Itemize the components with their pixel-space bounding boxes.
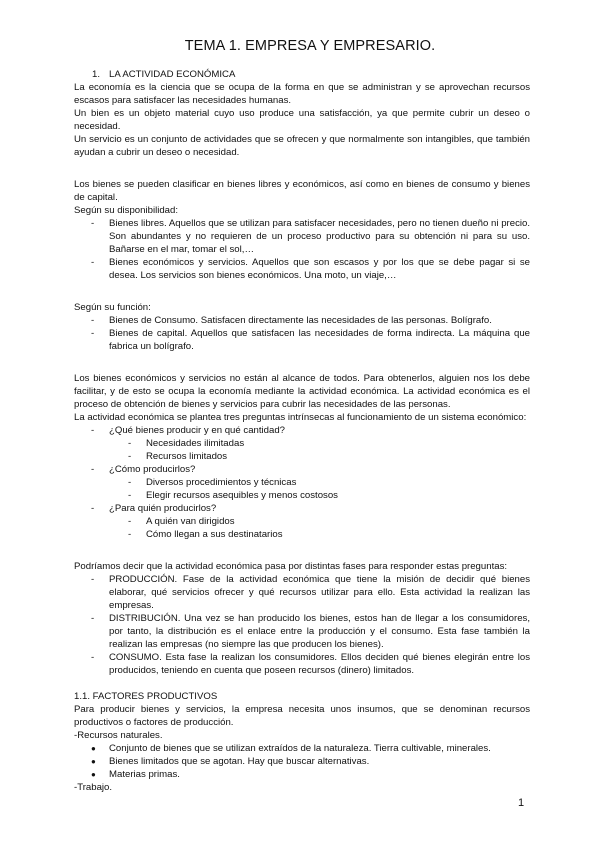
list-item — [74, 217, 530, 256]
dash-marker: - — [128, 477, 132, 488]
question-text: ¿Qué bienes producir y en qué cantidad? — [109, 425, 285, 436]
dash-marker: - — [128, 451, 132, 462]
sub-item-text: Elegir recursos asequibles y menos costosos — [146, 490, 338, 501]
sub-item-text: Cómo llegan a sus destinatarios — [146, 529, 283, 540]
list-item-text: Bienes de capital. Aquellos que satisfacen las necesidades de forma indirecta. La máquina que fabrica un bolígrafo. — [109, 328, 530, 352]
paragraph-actividad: Los bienes económicos y servicios no están al alcance de todos. Para obtenerlos, alguien nos los debe facilitar, y de esto se ocupa la economía mediante la actividad económica. La actividad económica es el proceso de obtención de bienes y servicios para cubrir las necesidades de las personas. — [74, 373, 530, 410]
list-item — [74, 327, 530, 353]
dash-marker: - — [91, 315, 95, 326]
question-item — [74, 463, 530, 476]
sub-item-text: A quién van dirigidos — [146, 516, 235, 527]
question-item — [74, 424, 530, 437]
question-text: ¿Para quién producirlos? — [109, 503, 217, 514]
section-heading-text: LA ACTIVIDAD ECONÓMICA — [109, 69, 236, 80]
dash-marker: - — [91, 503, 95, 514]
dash-marker: - — [128, 516, 132, 527]
phase-text: DISTRIBUCIÓN. Una vez se han producido los bienes, estos han de llegar a los consumidores, por tanto, la distribución es el enlace entre la producción y el consumo. Esta fase también la realizan las empresas (no siempre las que producen los bienes). — [109, 613, 530, 650]
dash-marker: - — [91, 464, 95, 475]
dash-marker: - — [91, 257, 95, 268]
trabajo-label: -Trabajo. — [74, 782, 113, 793]
phase-item — [74, 651, 530, 677]
question-item — [74, 502, 530, 515]
document-title: TEMA 1. EMPRESA Y EMPRESARIO. — [184, 38, 436, 54]
bullet-marker: ● — [91, 757, 96, 766]
dash-marker: - — [91, 218, 95, 229]
sub-item — [74, 489, 530, 502]
bullet-item-text: Materias primas. — [109, 769, 180, 780]
dash-marker: - — [128, 490, 132, 501]
dash-marker: - — [91, 425, 95, 436]
list-item-text: Bienes económicos y servicios. Aquellos que son escasos y por los que se debe pagar si se desea. Los servicios son bienes económicos. Una moto, un viaje,… — [109, 257, 530, 281]
paragraph-servicio: Un servicio es un conjunto de actividades que se ofrecen y que normalmente son intangibles, que también ayudan a cubrir un deseo o necesidad. — [74, 134, 530, 158]
bullet-item — [74, 768, 530, 781]
phase-item — [74, 612, 530, 651]
sub-item-text: Recursos limitados — [146, 451, 228, 462]
sub-item — [74, 515, 530, 528]
sub-item — [74, 437, 530, 450]
list-item — [74, 314, 530, 327]
section-heading — [74, 68, 530, 81]
sub-item — [74, 528, 530, 541]
subsection-heading: 1.1. FACTORES PRODUCTIVOS — [74, 691, 218, 702]
list-item — [74, 256, 530, 282]
paragraph-economia: La economía es la ciencia que se ocupa de la forma en que se administran y se aprovechan recursos escasos para satisfacer las necesidades humanas. — [74, 82, 530, 106]
sub-item — [74, 476, 530, 489]
page-number: 1 — [518, 797, 525, 809]
dash-marker: - — [128, 529, 132, 540]
section-number: 1. — [92, 69, 101, 80]
dash-marker: - — [91, 328, 95, 339]
disponibilidad-label: Según su disponibilidad: — [74, 205, 179, 216]
paragraph-preguntas: La actividad económica se plantea tres preguntas intrínsecas al funcionamiento de un sistema económico: — [74, 412, 527, 423]
recursos-label: -Recursos naturales. — [74, 730, 163, 741]
phase-item — [74, 573, 530, 612]
paragraph-fases: Podríamos decir que la actividad económica pasa por distintas fases para responder estas preguntas: — [74, 561, 508, 572]
phase-text: PRODUCCIÓN. Fase de la actividad económica que tiene la misión de decidir qué bienes elaborar, qué servicios ofrecer y qué recursos utilizar para ello. Esta actividad la realizan las empresas. — [109, 574, 530, 611]
dash-marker: - — [91, 652, 95, 663]
paragraph-clasificacion: Los bienes se pueden clasificar en bienes libres y económicos, así como en bienes de consumo y bienes de capital. — [74, 179, 530, 203]
dash-marker: - — [128, 438, 132, 449]
question-text: ¿Cómo producirlos? — [109, 464, 196, 475]
paragraph-factores: Para producir bienes y servicios, la empresa necesita unos insumos, que se denominan recursos productivos o factores de producción. — [74, 704, 530, 728]
bullet-marker: ● — [91, 770, 96, 779]
sub-item-text: Diversos procedimientos y técnicas — [146, 477, 297, 488]
bullet-item — [74, 742, 530, 755]
funcion-label: Según su función: — [74, 302, 151, 313]
dash-marker: - — [91, 574, 95, 585]
bullet-item-text: Conjunto de bienes que se utilizan extraídos de la naturaleza. Tierra cultivable, minerales. — [109, 743, 491, 754]
list-item-text: Bienes de Consumo. Satisfacen directamente las necesidades de las personas. Bolígrafo. — [109, 315, 492, 326]
sub-item — [74, 450, 530, 463]
bullet-item — [74, 755, 530, 768]
bullet-item-text: Bienes limitados que se agotan. Hay que buscar alternativas. — [109, 756, 370, 767]
paragraph-bien: Un bien es un objeto material cuyo uso produce una satisfacción, ya que permite cubrir un deseo o necesidad. — [74, 108, 530, 132]
dash-marker: - — [91, 613, 95, 624]
list-item-text: Bienes libres. Aquellos que se utilizan para satisfacer necesidades, pero no tienen dueño ni precio. Son abundantes y no requieren de un proceso productivo para su obtención ni para su uso. Bañarse en el mar, tomar el sol,… — [109, 218, 530, 255]
sub-item-text: Necesidades ilimitadas — [146, 438, 245, 449]
phase-text: CONSUMO. Esta fase la realizan los consumidores. Ellos deciden qué bienes elegirán entre los producidos, teniendo en cuenta que poseen recursos (dinero) limitados. — [109, 652, 530, 676]
document-body — [74, 68, 530, 794]
bullet-marker: ● — [91, 744, 96, 753]
